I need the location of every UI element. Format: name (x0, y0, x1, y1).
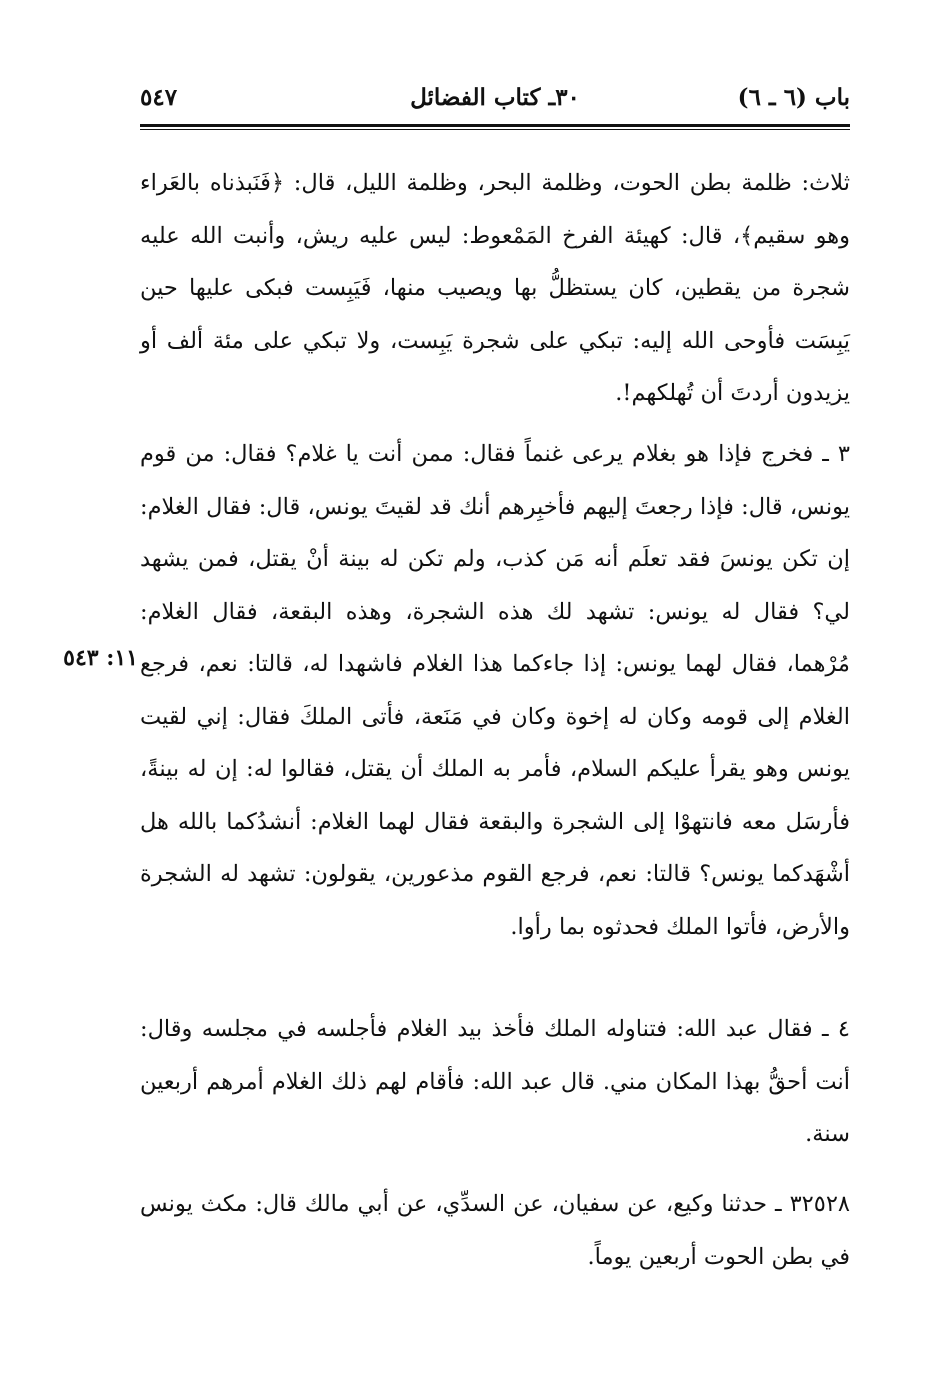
header-rule (140, 124, 850, 127)
margin-reference: ١١: ٥٤٣ (63, 645, 138, 671)
paragraph-3: ٤ ـ فقال عبد الله: فتناوله الملك فأخذ بيد الغلام فأجلسه في مجلسه وقال: أنت أحقُّ بهذا المكان مني. قال عبد الله: فأقام لهم ذلك الغلام أمرهم أربعين سنة. (140, 1016, 850, 1147)
paragraph-1: ثلاث: ظلمة بطن الحوت، وظلمة البحر، وظلمة الليل، قال: ﴿فَنَبذناه بالعَراء وهو سقيم﴾، قال: كهيئة الفرخ المَمْعوط: ليس عليه ريش، وأنبت الله عليه شجرة من يقطين، كان يستظلُّ بها ويصيب منها، فَيَبِست فبكى عليها حين يَبِسَت فأوحى الله إليه: تبكي على شجرة يَبِست، ولا تبكي على مئة ألف أو يزيدون أردتَ أن تُهلكهم!. (140, 170, 850, 406)
page-number: ٥٤٧ (140, 84, 178, 111)
running-header (140, 78, 850, 122)
chapter-heading: باب (٦ ـ ٦) (737, 84, 850, 111)
paragraph-2: ٣ ـ فخرج فإذا هو بغلام يرعى غنماً فقال: ممن أنت يا غلام؟ فقال: من قوم يونس، قال: فإذا رجعتَ إليهم فأخبِرهم أنك قد لقيتَ يونس، قال: فقال الغلام: إن تكن يونسَ فقد تعلَم أنه مَن كذب، ولم تكن له بينة أنْ يقتل، فمن يشهد لي؟ فقال له يونس: تشهد لك هذه الشجرة، وهذه البقعة، فقال الغلام: مُرْهما، فقال لهما يونس: إذا جاءكما هذا الغلام فاشهدا له، قالتا: نعم، فرجع الغلام إلى قومه وكان له إخوة وكان في مَنَعة، فأتى الملكَ فقال: إني لقيت يونس وهو يقرأ عليكم السلام، فأمر به الملك أن يقتل، فقالوا له: إن له بينةً، فأرسَل معه فانتهوْا إلى الشجرة والبقعة فقال لهما الغلام: أنشدُكما بالله هل أشْهَدكما يونس؟ قالتا: نعم، فرجع القوم مذعورين، يقولون: تشهد له الشجرة والأرض، فأتوا الملك فحدثوه بما رأوا. (140, 441, 850, 940)
paragraph-4: ٣٢٥٢٨ ـ حدثنا وكيع، عن سفيان، عن السدِّي، عن أبي مالك قال: مكث يونس في بطن الحوت أربعين يوماً. (140, 1191, 850, 1270)
book-title: ٣٠ـ كتاب الفضائل (410, 84, 580, 111)
